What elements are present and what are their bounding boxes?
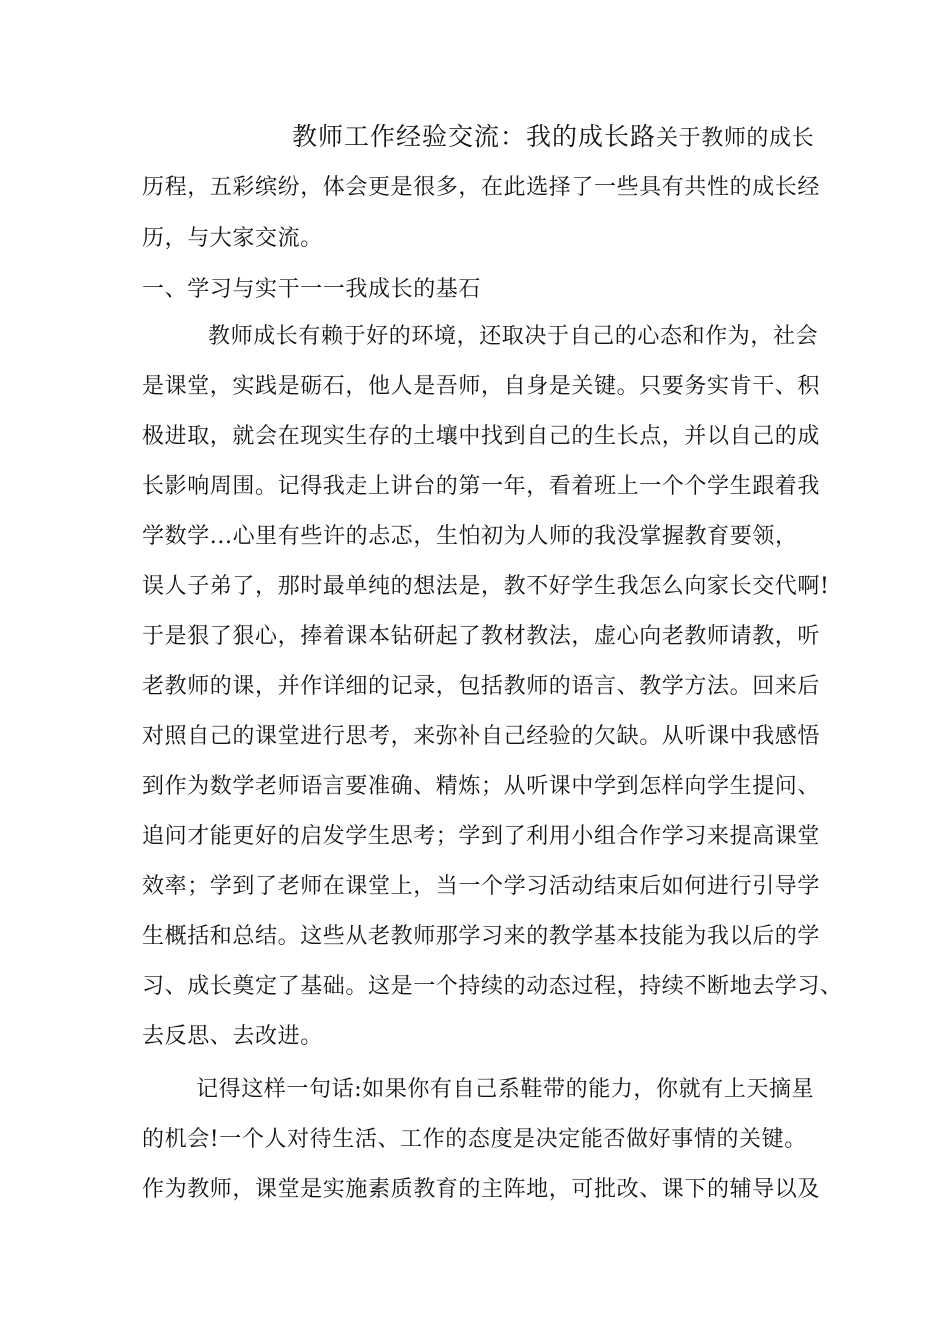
paragraph1-line-14: 习、成长奠定了基础。这是一个持续的动态过程，持续不断地去学习、 bbox=[142, 974, 843, 999]
paragraph1-line-5: 学数学...心里有些许的忐忑，生怕初为人师的我没掌握教育要领， bbox=[142, 524, 798, 549]
paragraph1-line-4: 长影响周围。记得我走上讲台的第一年，看着班上一个个学生跟着我 bbox=[142, 474, 821, 499]
intro-line-1: 关于教师的成长 bbox=[656, 126, 815, 151]
paragraph1-line-3: 极进取，就会在现实生存的土壤中找到自己的生长点，并以自己的成 bbox=[142, 424, 821, 449]
title-line bbox=[292, 122, 814, 154]
paragraph1-line-8: 老教师的课，并作详细的记录，包括教师的语言、教学方法。回来后 bbox=[142, 674, 821, 699]
paragraph1-line-6: 误人子弟了，那时最单纯的想法是，教不好学生我怎么向家长交代啊! bbox=[142, 574, 830, 599]
intro-line-3: 历，与大家交流。 bbox=[142, 226, 323, 251]
paragraph2-line-1: 记得这样一句话:如果你有自己系鞋带的能力，你就有上天摘星 bbox=[196, 1077, 815, 1102]
paragraph1-line-9: 对照自己的课堂进行思考，来弥补自己经验的欠缺。从听课中我感悟 bbox=[142, 724, 821, 749]
paragraph1-line-1: 教师成长有赖于好的环境，还取决于自己的心态和作为，社会 bbox=[208, 324, 819, 349]
document-title: 教师工作经验交流：我的成长路 bbox=[292, 122, 657, 151]
paragraph1-line-7: 于是狠了狠心，捧着课本钻研起了教材教法，虚心向老教师请教，听 bbox=[142, 624, 821, 649]
section-heading: 一、学习与实干一一我成长的基石 bbox=[142, 277, 482, 302]
paragraph1-line-2: 是课堂，实践是砺石，他人是吾师，自身是关键。只要务实肯干、积 bbox=[142, 374, 821, 399]
paragraph1-line-11: 追问才能更好的启发学生思考；学到了利用小组合作学习来提高课堂 bbox=[142, 824, 821, 849]
paragraph1-line-13: 生概括和总结。这些从老教师那学习来的教学基本技能为我以后的学 bbox=[142, 924, 821, 949]
paragraph1-line-15: 去反思、去改进。 bbox=[142, 1024, 323, 1049]
paragraph1-line-12: 效率；学到了老师在课堂上，当一个学习活动结束后如何进行引导学 bbox=[142, 874, 821, 899]
paragraph1-line-10: 到作为数学老师语言要准确、精炼；从听课中学到怎样向学生提问、 bbox=[142, 774, 821, 799]
intro-line-2: 历程，五彩缤纷，体会更是很多，在此选择了一些具有共性的成长经 bbox=[142, 175, 821, 200]
paragraph2-line-2: 的机会!一个人对待生活、工作的态度是决定能否做好事情的关键。 bbox=[142, 1127, 807, 1152]
paragraph2-line-3: 作为教师，课堂是实施素质教育的主阵地，可批改、课下的辅导以及 bbox=[142, 1177, 821, 1202]
